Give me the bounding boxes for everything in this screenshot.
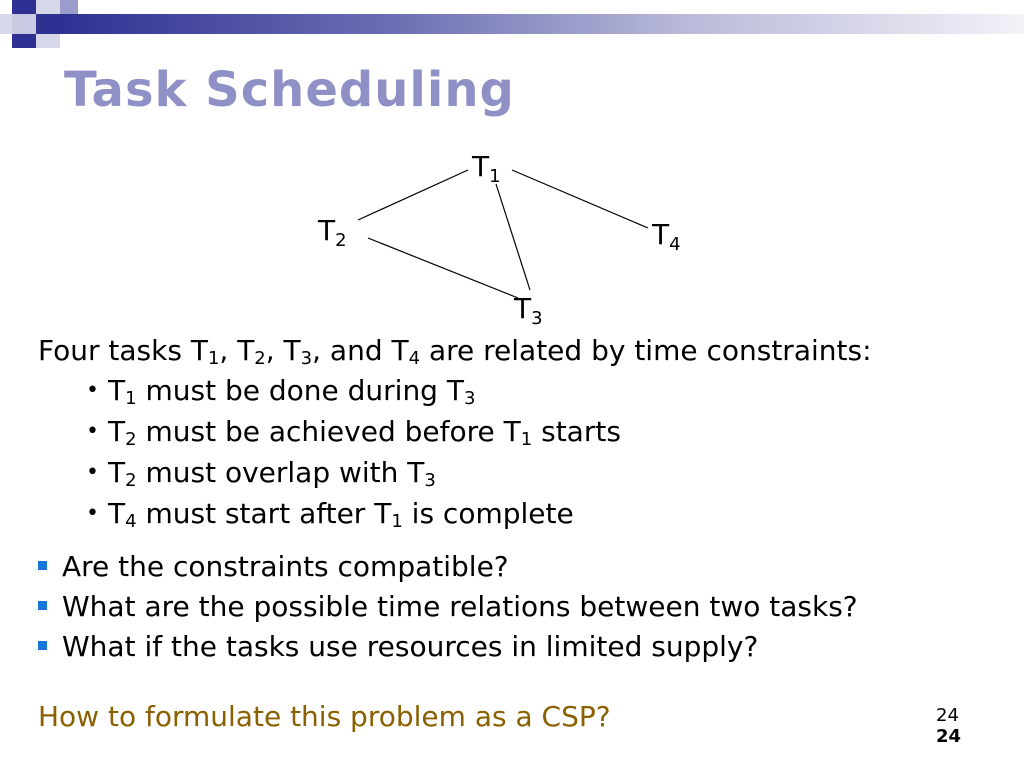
- graph-edge-t1-t4: [512, 170, 648, 228]
- square-bullet-icon: [38, 561, 47, 570]
- question-item: What if the tasks use resources in limited supply?: [38, 630, 758, 663]
- constraint-item: • $T_1$ must be done during $T_3$: [86, 374, 476, 409]
- bullet-dot-icon: •: [86, 378, 99, 403]
- graph-edge-t2-t3: [368, 238, 518, 298]
- constraint-item: • $T_2$ must be achieved before $T_1$ starts: [86, 415, 621, 450]
- graph-node-t4: $T_4$: [652, 218, 681, 255]
- closing-question: How to formulate this problem as a CSP?: [38, 700, 611, 733]
- constraint-item: • $T_4$ must start after $T_1$ is complete: [86, 497, 574, 532]
- graph-node-t2: $T_2$: [318, 214, 347, 251]
- intro-text: Four tasks $T_1$, $T_2$, $T_3$, and $T_4$ are related by time constraints:: [38, 334, 872, 369]
- square-bullet-icon: [38, 641, 47, 650]
- constraint-item: • $T_2$ must overlap with $T_3$: [86, 456, 436, 491]
- bullet-dot-icon: •: [86, 419, 99, 444]
- page-number-bold: 24: [936, 726, 962, 747]
- graph-node-t1: $T_1$: [472, 150, 501, 187]
- bullet-dot-icon: •: [86, 501, 99, 526]
- graph-edge-t1-t3: [496, 184, 530, 290]
- bullet-dot-icon: •: [86, 460, 99, 485]
- question-item: What are the possible time relations between two tasks?: [38, 590, 858, 623]
- graph-edge-t1-t2: [358, 170, 468, 220]
- page-number: 24: [936, 705, 959, 726]
- slide-title: Task Scheduling: [64, 62, 515, 118]
- question-item: Are the constraints compatible?: [38, 550, 509, 583]
- graph-node-t3: $T_3$: [514, 292, 543, 329]
- square-bullet-icon: [38, 601, 47, 610]
